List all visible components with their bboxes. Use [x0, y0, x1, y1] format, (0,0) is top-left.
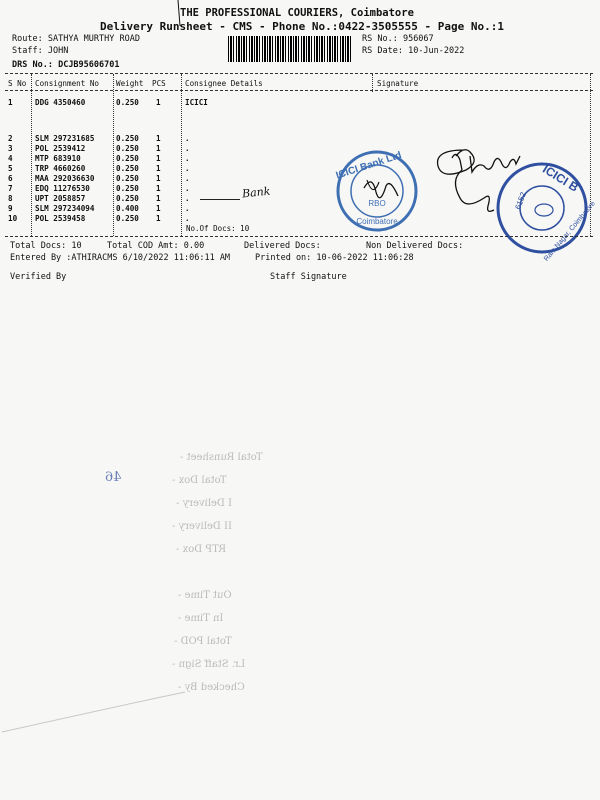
cell-details: .	[185, 174, 190, 183]
stamp-right-arc-left: ICICI B	[540, 161, 581, 195]
icici-branch-stamp	[494, 160, 597, 263]
handwritten-underline	[200, 199, 240, 200]
cell-details: .	[185, 184, 190, 193]
drs-label: DRS No.:	[12, 60, 53, 70]
company-title: THE PROFESSIONAL COURIERS, Coimbatore	[180, 7, 414, 19]
cell-consignment: POL 2539412	[35, 144, 86, 153]
rs-date-value: 10-Jun-2022	[408, 46, 465, 56]
staff-signature: Staff Signature	[270, 272, 347, 282]
cell-details: .	[185, 204, 190, 213]
rs-date-row	[362, 46, 464, 56]
entered-by: Entered By :ATHIRACMS 6/10/2022 11:06:11 AM	[10, 253, 231, 263]
ghost-text: Checked By -	[178, 682, 245, 693]
cell-pcs: 1	[156, 144, 161, 153]
ghost-text: Total Runsheet -	[180, 452, 263, 463]
ghost-text: RTP Dox -	[176, 544, 227, 555]
cell-sno: 5	[8, 164, 13, 173]
cell-weight: 0.250	[116, 194, 139, 203]
delivered-docs: Delivered Docs:	[244, 241, 321, 251]
cell-pcs: 1	[156, 154, 161, 163]
bank-round-stamp	[334, 148, 420, 234]
cell-consignment: TRP 4660260	[35, 164, 86, 173]
route-row	[12, 34, 140, 44]
total-cod: Total COD Amt: 0.00	[107, 241, 205, 251]
col-header-sno: S No	[8, 79, 27, 88]
ghost-text: In Time -	[178, 613, 224, 624]
route-label: Route:	[12, 34, 43, 44]
cell-weight: 0.250	[116, 214, 139, 223]
cell-sno: 10	[8, 214, 18, 223]
cell-pcs: 1	[156, 174, 161, 183]
stamp-left-mid-text: RBO	[368, 199, 386, 208]
cell-weight: 0.250	[116, 144, 139, 153]
cell-details: .	[185, 154, 190, 163]
cell-consignment: EDQ 11276530	[35, 184, 90, 193]
rs-no-label: RS No.:	[362, 34, 398, 44]
cell-weight: 0.250	[116, 154, 139, 163]
printed-on: Printed on: 10-06-2022 11:06:28	[255, 253, 414, 263]
ghost-text: Out Time -	[178, 590, 232, 601]
stamp-left-bottom-text: Coimbatore	[356, 217, 398, 226]
cell-consignment: MAA 292036630	[35, 174, 95, 183]
cell-pcs: 1	[156, 214, 161, 223]
col-header-consignment: Consignment No	[35, 79, 100, 88]
ghost-stroke	[0, 690, 190, 740]
cell-pcs: 1	[156, 134, 161, 143]
col-divider-4	[372, 74, 373, 92]
ghost-text: Total Dox -	[172, 475, 227, 486]
cell-weight: 0.250	[116, 134, 139, 143]
cell-sno: 7	[8, 184, 13, 193]
cell-consignment: DDG 4350460	[35, 98, 86, 107]
cell-details: .	[185, 144, 190, 153]
no-of-docs: No.Of Docs: 10	[186, 224, 250, 233]
table-top-rule	[5, 73, 593, 74]
col-divider-2	[113, 74, 114, 236]
stamp-right-code: 6152	[513, 190, 528, 211]
cell-weight: 0.250	[116, 98, 139, 107]
cell-sno: 2	[8, 134, 13, 143]
barcode	[228, 36, 353, 62]
rs-no-row	[362, 34, 434, 44]
col-divider-3	[181, 74, 182, 236]
stamp-right-arc-right: Ram Nagar, Coimbatore	[543, 200, 597, 263]
cell-sno: 4	[8, 154, 13, 163]
cell-details: .	[185, 214, 190, 223]
ghost-handwriting: 46	[105, 470, 122, 485]
cell-sno: 9	[8, 204, 13, 213]
ghost-text: I Delivery -	[176, 498, 233, 509]
verified-by: Verified By	[10, 272, 67, 282]
drs-row	[12, 60, 120, 70]
cell-consignment: SLM 297231685	[35, 134, 95, 143]
rs-no-value: 956067	[402, 34, 434, 44]
col-header-signature: Signature	[377, 79, 419, 88]
cell-pcs: 1	[156, 204, 161, 213]
col-header-weight: Weight	[116, 79, 144, 88]
staff-value: JOHN	[47, 46, 69, 56]
cell-weight: 0.250	[116, 164, 139, 173]
cell-weight: 0.400	[116, 204, 139, 213]
ghost-text: Total POD -	[174, 636, 232, 647]
cell-consignment: MTP 683910	[35, 154, 81, 163]
pen-stroke-mark	[168, 0, 188, 28]
stamp-left-top-text: ICICI Bank Ltd	[334, 150, 404, 182]
cell-details: .	[185, 194, 190, 203]
cell-pcs: 1	[156, 164, 161, 173]
cell-consignment: POL 2539458	[35, 214, 86, 223]
col-divider-1	[31, 74, 32, 236]
cell-sno: 1	[8, 98, 13, 107]
cell-pcs: 1	[156, 98, 161, 107]
drs-value: DCJB95606701	[58, 60, 120, 70]
ghost-text: II Delivery -	[172, 521, 232, 532]
cell-pcs: 1	[156, 194, 161, 203]
rs-date-label: RS Date:	[362, 46, 403, 56]
staff-row	[12, 46, 68, 56]
col-header-consignee: Consignee Details	[185, 79, 263, 88]
cell-consignment: UPT 2058857	[35, 194, 86, 203]
cell-weight: 0.250	[116, 184, 139, 193]
handwritten-bank-note: Bank	[241, 184, 272, 201]
staff-label: Staff:	[12, 46, 43, 56]
cell-pcs: 1	[156, 184, 161, 193]
cell-details: .	[185, 164, 190, 173]
cell-details: .	[185, 134, 190, 143]
cell-details: ICICI	[185, 98, 208, 107]
table-bottom-rule	[5, 236, 593, 237]
cell-sno: 3	[8, 144, 13, 153]
cell-consignment: SLM 297234094	[35, 204, 95, 213]
route-value: SATHYA MURTHY ROAD	[47, 34, 140, 44]
cell-sno: 6	[8, 174, 13, 183]
total-docs: Total Docs: 10	[10, 241, 82, 251]
runsheet-title: Delivery Runsheet - CMS - Phone No.:0422-3505555 - Page No.:1	[100, 20, 504, 33]
non-delivered-docs: Non Delivered Docs:	[366, 241, 464, 251]
col-header-pcs: PCS	[152, 79, 166, 88]
cell-sno: 8	[8, 194, 13, 203]
cell-weight: 0.250	[116, 174, 139, 183]
ghost-text: Lr. Staff Sign -	[172, 659, 246, 670]
table-header-rule	[5, 90, 593, 91]
